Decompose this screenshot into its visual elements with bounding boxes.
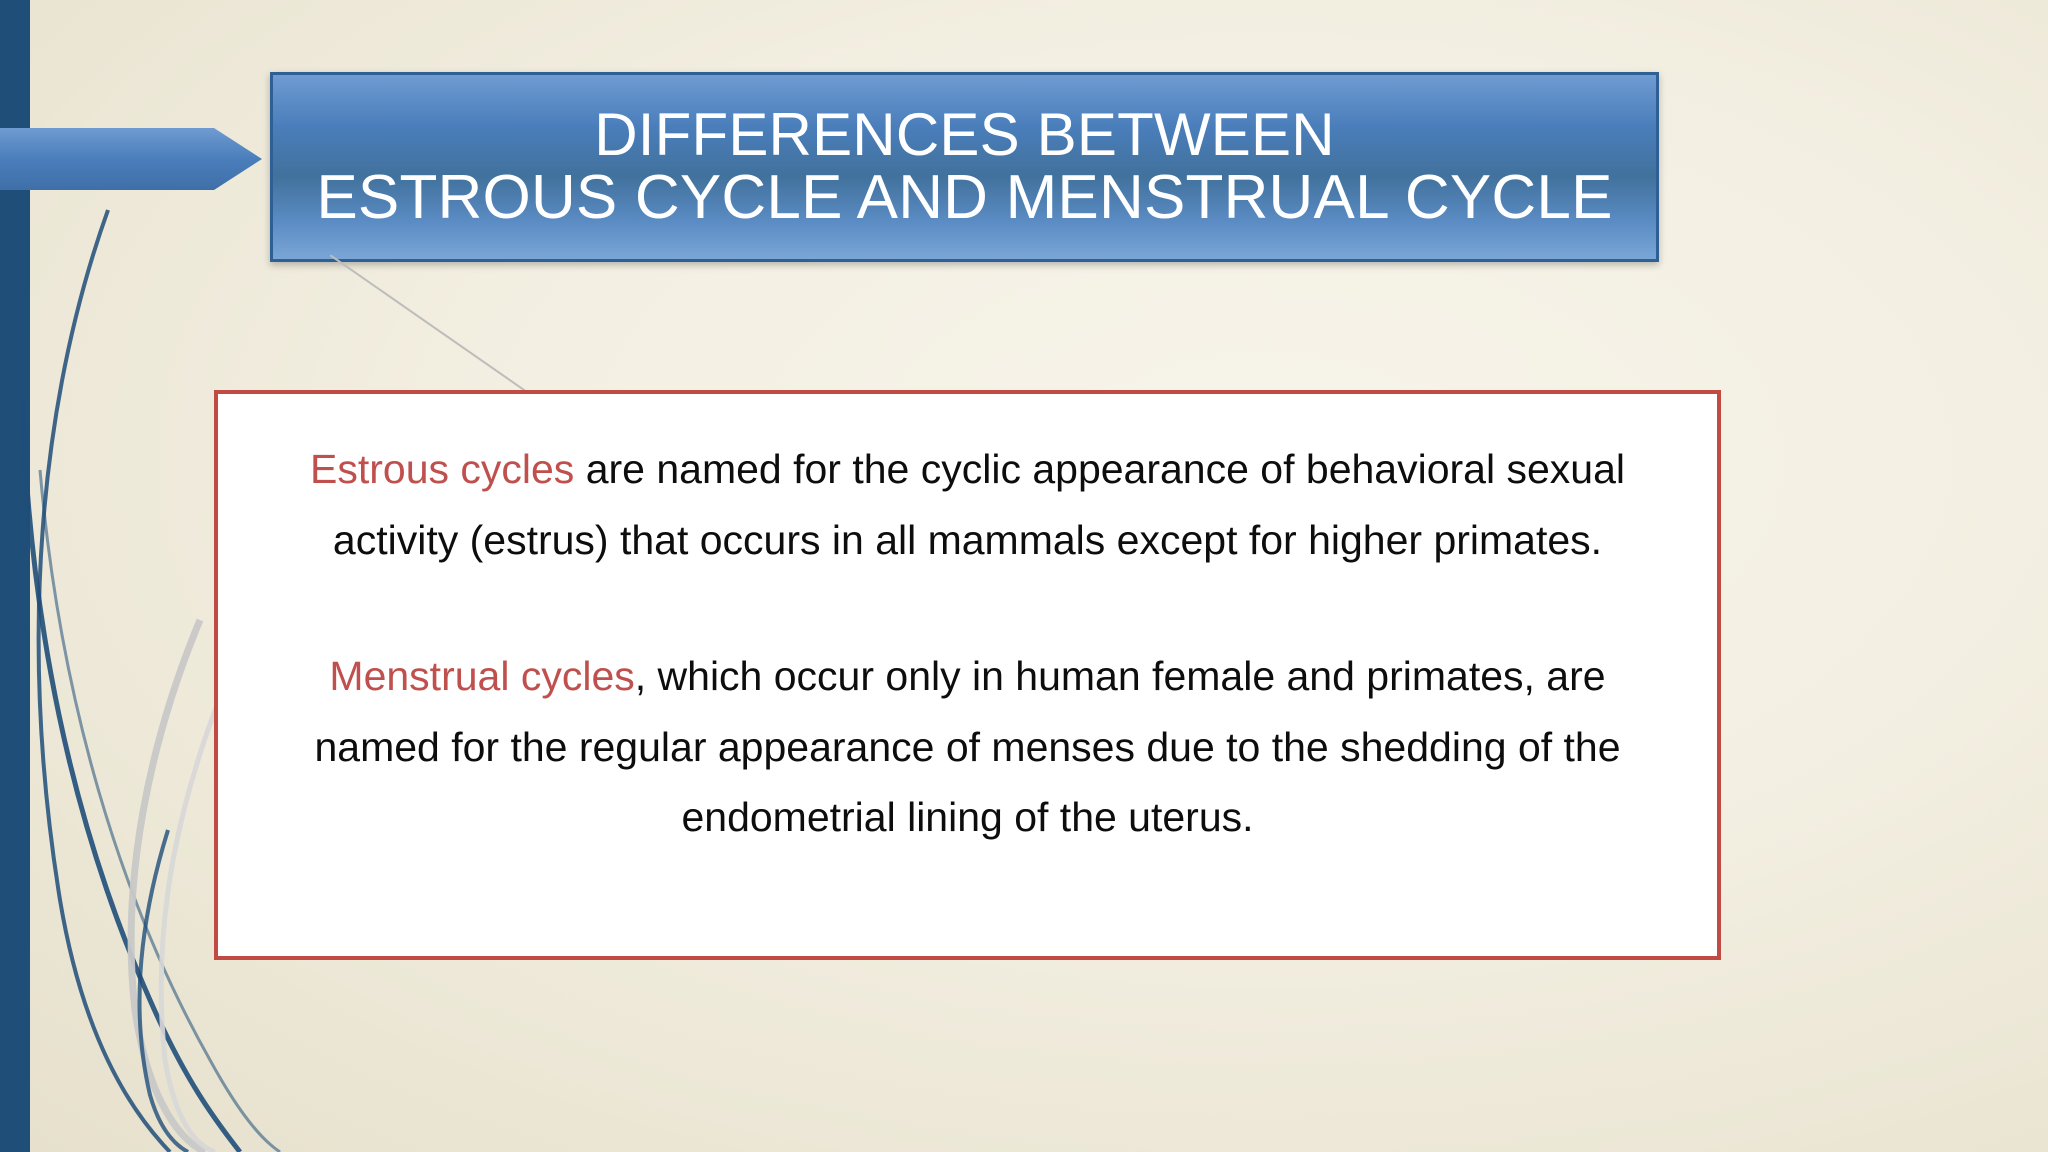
keyword-menstrual-cycles: Menstrual cycles — [329, 653, 635, 700]
slide-title-line-2: ESTROUS CYCLE AND MENSTRUAL CYCLE — [316, 162, 1613, 232]
paragraph-estrous-text: are named for the cyclic appearance of behavioral sexual activity (estrus) that occurs in all mammals except for higher primates. — [332, 446, 1625, 563]
paragraph-menstrual-text: , which occur only in human female and primates, are named for the regular appearance of menses due to the shedding of the endometrial lining of the uterus. — [314, 653, 1621, 841]
slide-title-plate — [270, 72, 1659, 262]
paragraph-estrous — [264, 434, 1671, 575]
slide-title-line-1: DIFFERENCES BETWEEN — [594, 101, 1335, 169]
content-text-box — [214, 390, 1721, 960]
keyword-estrous-cycles: Estrous cycles — [310, 446, 575, 492]
paragraph-menstrual — [264, 641, 1671, 853]
title-arrow-banner — [0, 122, 262, 196]
